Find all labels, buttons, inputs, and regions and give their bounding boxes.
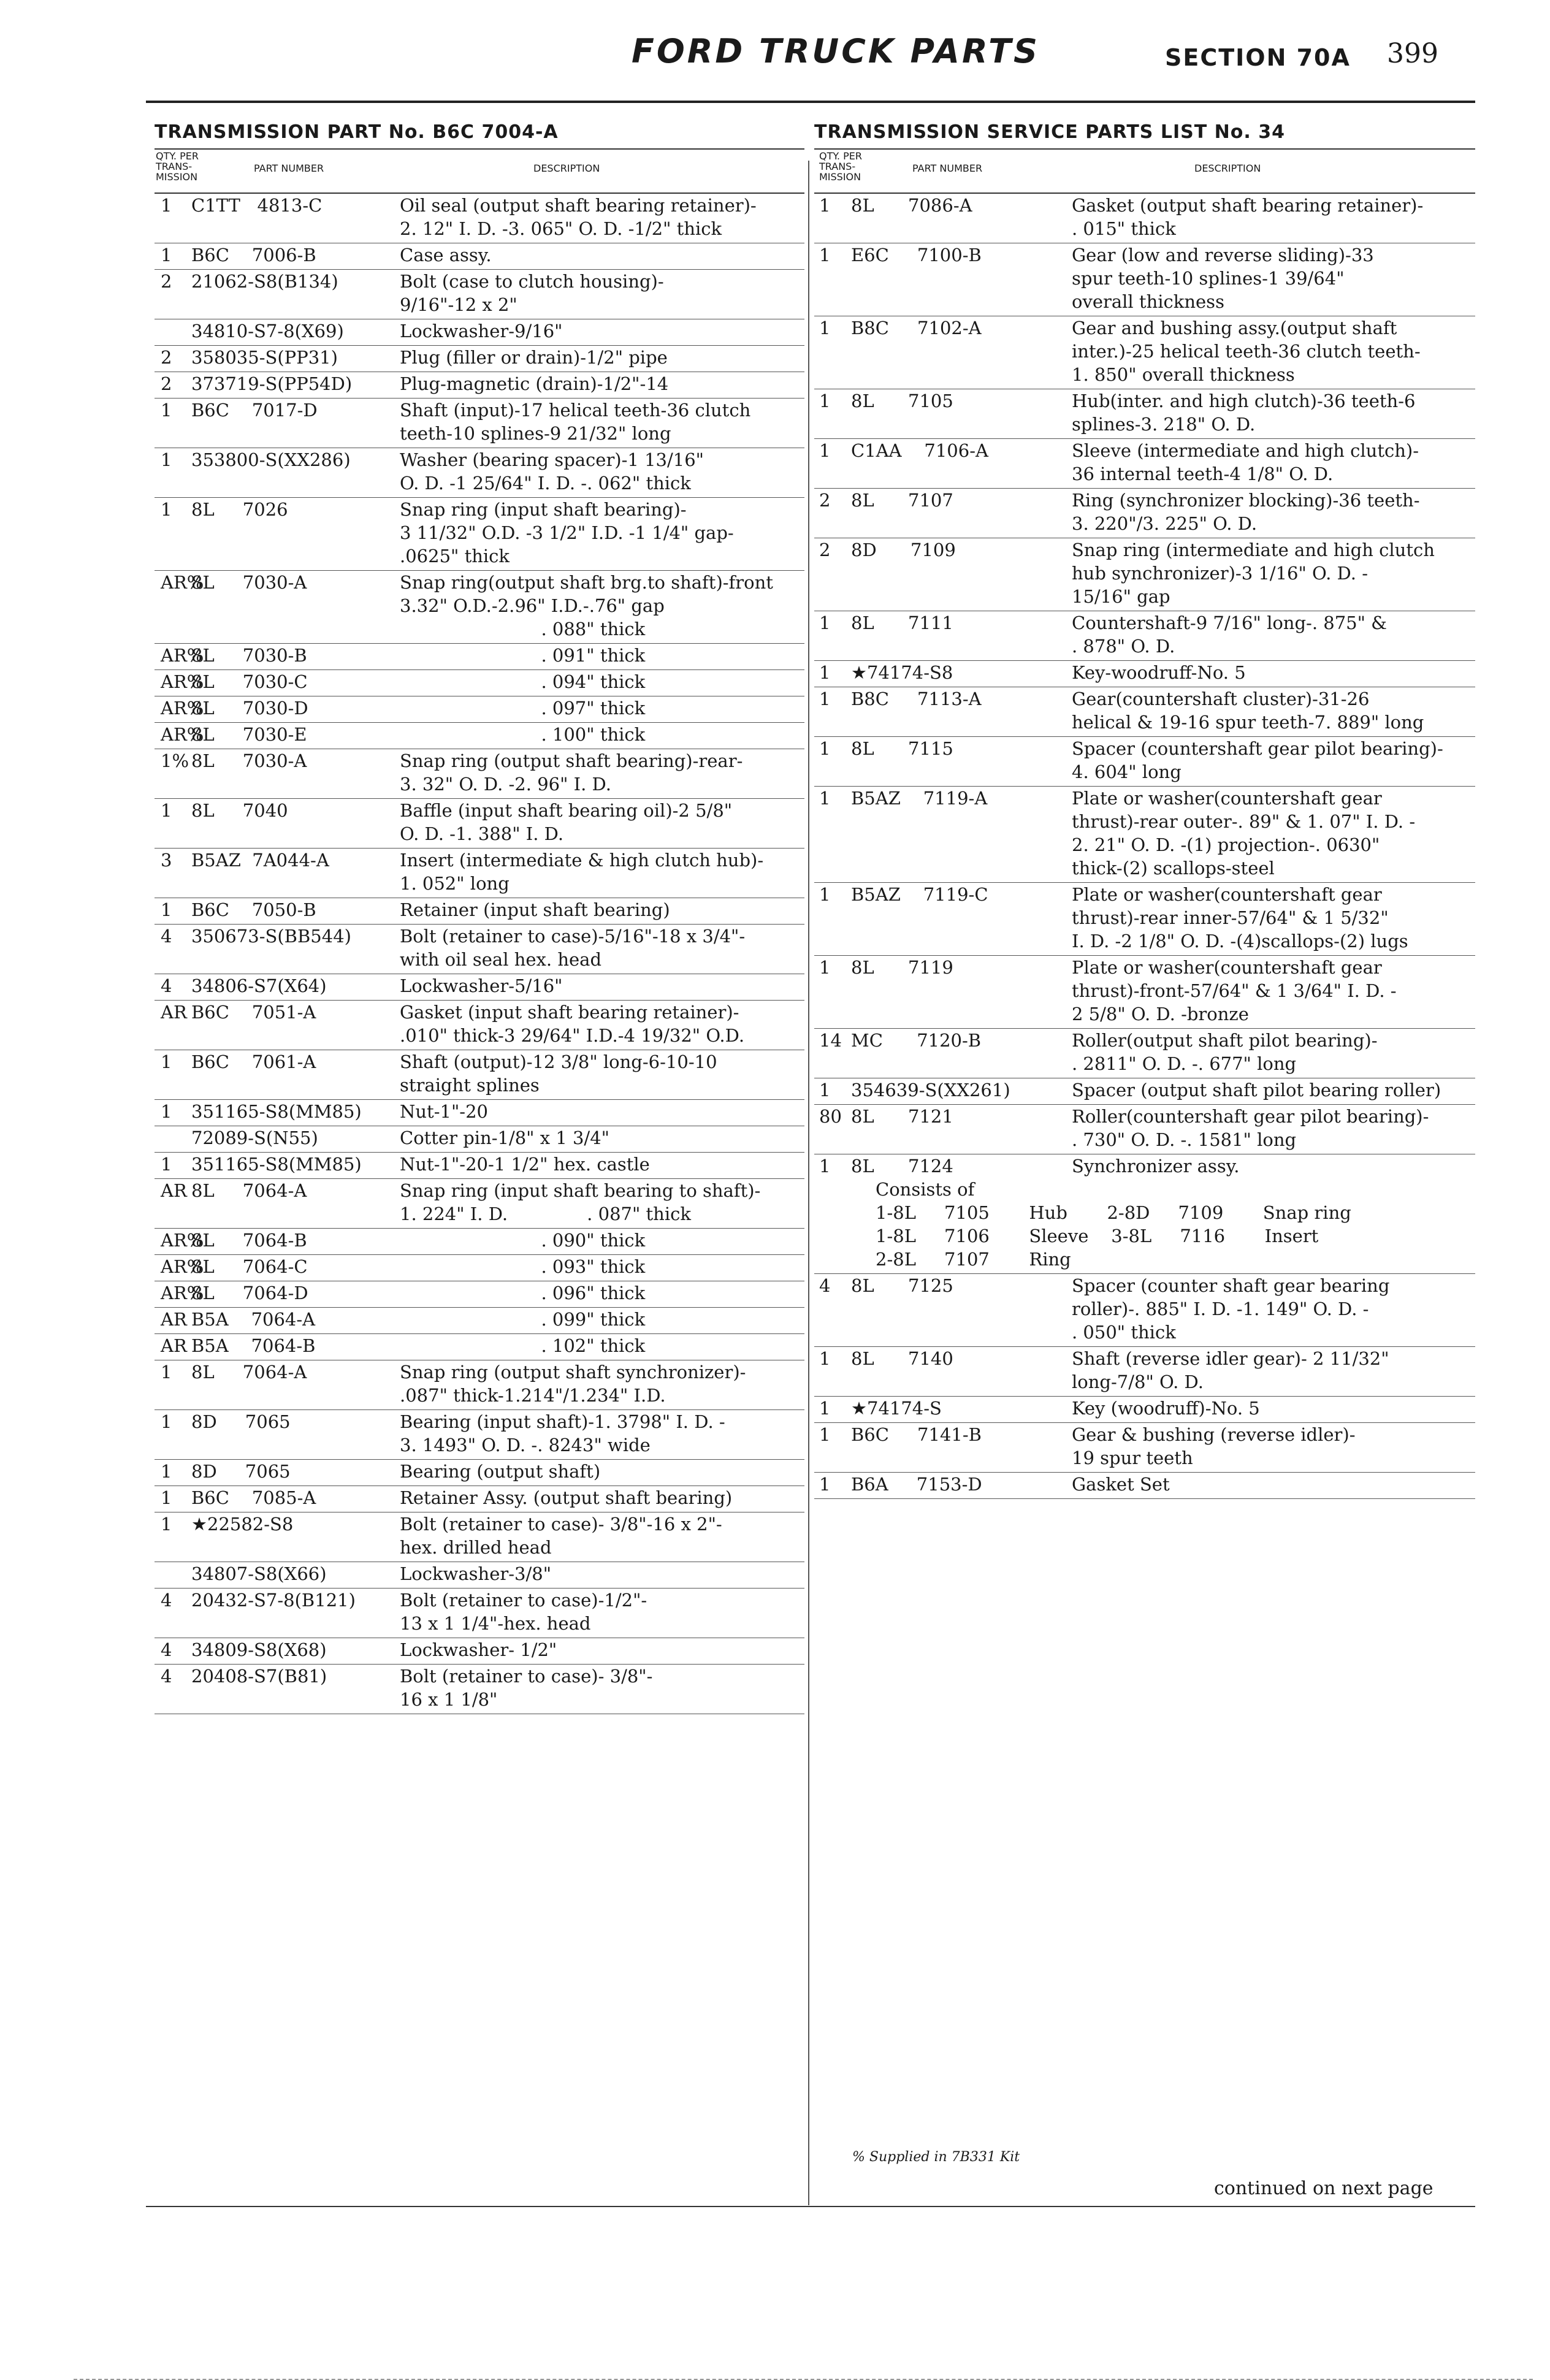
qty-cell: 1	[819, 318, 831, 338]
part-row	[155, 1589, 804, 1638]
description-cell: . 093" thick	[400, 1256, 646, 1277]
qty-cell: 4	[161, 1639, 172, 1660]
qty-cell: 1	[819, 612, 831, 633]
qty-cell: 1	[819, 391, 831, 411]
part-number-cell: B5A 7064-B	[191, 1335, 316, 1356]
part-row	[155, 1334, 804, 1360]
part-row	[814, 1274, 1475, 1347]
part-row	[155, 448, 804, 498]
qty-cell: 1	[819, 1348, 831, 1369]
description-cell: Shaft (output)-12 3/8" long-6-10-10 straight splines	[400, 1051, 717, 1096]
part-row	[814, 389, 1475, 439]
right-column-title: TRANSMISSION SERVICE PARTS LIST No. 34	[814, 121, 1285, 143]
part-row	[155, 498, 804, 571]
qty-cell: 1	[819, 688, 831, 709]
part-number-cell: 8D 7065	[191, 1461, 291, 1482]
part-number-cell: 8L 7115	[851, 738, 953, 759]
qty-cell: 1	[819, 884, 831, 905]
left-table-body	[155, 194, 804, 1714]
part-number-header: PART NUMBER	[254, 162, 324, 174]
qty-cell: 1	[161, 899, 172, 920]
part-row	[814, 1105, 1475, 1154]
part-row	[814, 737, 1475, 787]
part-row	[814, 1423, 1475, 1473]
qty-cell: 1	[819, 1474, 831, 1495]
qty-cell: 1	[161, 1154, 172, 1175]
part-row	[814, 538, 1475, 611]
right-table-header	[814, 148, 1475, 194]
header-rule	[146, 101, 1475, 103]
part-number-cell: 8L 7030-C	[191, 671, 308, 692]
qty-cell: 3	[161, 850, 172, 871]
qty-cell: AR	[161, 1002, 187, 1023]
description-cell: Synchronizer assy.	[1072, 1156, 1240, 1177]
part-row	[814, 787, 1475, 883]
qty-cell: 4	[161, 1590, 172, 1611]
part-number-cell: C1AA 7106-A	[851, 440, 988, 461]
description-cell: Bolt (retainer to case)- 3/8"- 16 x 1 1/8"	[400, 1666, 653, 1710]
part-number-cell: 8L 7030-A	[191, 750, 307, 771]
qty-cell: 4	[819, 1275, 831, 1296]
part-number-cell: 373719-S(PP54D)	[191, 373, 353, 394]
part-row	[155, 1179, 804, 1229]
description-cell: Bolt (case to clutch housing)- 9/16"-12 x 2"	[400, 271, 664, 315]
part-row	[814, 194, 1475, 243]
qty-cell: AR	[161, 1309, 187, 1330]
part-row	[155, 1638, 804, 1665]
part-number-header: PART NUMBER	[912, 162, 983, 174]
part-number-cell: 8L 7064-B	[191, 1230, 307, 1251]
qty-cell: AR%	[161, 1283, 204, 1303]
part-row	[814, 883, 1475, 956]
part-number-cell: 8L 7030-D	[191, 698, 308, 719]
description-cell: Snap ring (intermediate and high clutch hub synchronizer)-3 1/16" O. D. - 15/16" gap	[1072, 540, 1435, 607]
part-number-cell: 351165-S8(MM85)	[191, 1101, 362, 1122]
description-cell: . 096" thick	[400, 1283, 646, 1303]
part-number-cell: 8L 7111	[851, 612, 953, 633]
qty-cell: AR%	[161, 698, 204, 719]
description-cell: Snap ring (output shaft synchronizer)- .087" thick-1.214"/1.234" I.D.	[400, 1362, 746, 1406]
page-number: 399	[1387, 38, 1438, 69]
qty-cell: 1	[819, 245, 831, 265]
description-cell: Sleeve (intermediate and high clutch)- 36 internal teeth-4 1/8" O. D.	[1072, 440, 1419, 484]
part-row	[814, 1029, 1475, 1078]
qty-cell: 1	[161, 1362, 172, 1383]
description-cell: Gear (low and reverse sliding)-33 spur teeth-10 splines-1 39/64" overall thickness	[1072, 245, 1374, 312]
qty-cell: 1	[819, 788, 831, 809]
part-number-cell: B6C 7006-B	[191, 245, 316, 265]
description-cell: Washer (bearing spacer)-1 13/16" O. D. -1 25/64" I. D. -. 062" thick	[400, 449, 704, 494]
description-cell: Spacer (countershaft gear pilot bearing)- 4. 604" long	[1072, 738, 1443, 782]
qty-cell: 1	[161, 800, 172, 821]
description-cell: Plate or washer(countershaft gear thrust)-rear outer-. 89" & 1. 07" I. D. - 2. 21" O. D. -(1) projection-. 0630" thick-(2) scallops-steel	[1072, 788, 1416, 879]
part-row	[155, 925, 804, 974]
description-cell: Bolt (retainer to case)-1/2"- 13 x 1 1/4"-hex. head	[400, 1590, 647, 1634]
part-number-cell: B8C 7113-A	[851, 688, 982, 709]
part-number-cell: B6C 7141-B	[851, 1424, 982, 1445]
part-row	[155, 346, 804, 372]
part-row	[155, 1001, 804, 1050]
part-number-cell: 34809-S8(X68)	[191, 1639, 327, 1660]
section-label: SECTION 70A	[1165, 44, 1351, 71]
qty-cell: 2	[819, 490, 831, 511]
part-number-cell: 8L 7107	[851, 490, 953, 511]
part-row	[155, 1308, 804, 1334]
consists-of-line: 2-8L 7107 Ring	[876, 1249, 1071, 1270]
part-row	[155, 1153, 804, 1179]
part-number-cell: B8C 7102-A	[851, 318, 982, 338]
part-number-cell: 34807-S8(X66)	[191, 1563, 327, 1584]
column-divider	[808, 161, 809, 2205]
description-cell: Lockwasher-9/16"	[400, 321, 563, 341]
part-row	[814, 956, 1475, 1029]
description-cell: Plug (filler or drain)-1/2" pipe	[400, 347, 668, 368]
part-number-cell: 8L 7140	[851, 1348, 953, 1369]
description-cell: Bearing (input shaft)-1. 3798" I. D. - 3. 1493" O. D. -. 8243" wide	[400, 1411, 725, 1455]
description-cell: Plug-magnetic (drain)-1/2"-14	[400, 373, 669, 394]
part-number-cell: 34810-S7-8(X69)	[191, 321, 344, 341]
description-cell: Gasket (output shaft bearing retainer)- . 015" thick	[1072, 195, 1424, 239]
part-row	[814, 661, 1475, 687]
description-cell: Lockwasher-5/16"	[400, 975, 563, 996]
description-cell: Shaft (input)-17 helical teeth-36 clutch teeth-10 splines-9 21/32" long	[400, 400, 751, 444]
part-row	[155, 696, 804, 723]
part-number-cell: 8L 7030-B	[191, 645, 307, 666]
qty-cell: 2	[819, 540, 831, 560]
description-cell: Retainer (input shaft bearing)	[400, 899, 670, 920]
qty-cell: AR%	[161, 671, 204, 692]
part-row	[814, 687, 1475, 737]
qty-cell: 1	[819, 957, 831, 978]
page-title: FORD TRUCK PARTS	[632, 32, 1040, 71]
part-number-cell: 20432-S7-8(B121)	[191, 1590, 356, 1611]
description-cell: . 090" thick	[400, 1230, 646, 1251]
supplied-footnote: % Supplied in 7B331 Kit	[852, 2149, 1020, 2165]
part-row	[155, 799, 804, 849]
description-cell: . 094" thick	[400, 671, 646, 692]
part-number-cell: 8L 7105	[851, 391, 953, 411]
description-cell: Plate or washer(countershaft gear thrust)-front-57/64" & 1 3/64" I. D. - 2 5/8" O. D. -bronze	[1072, 957, 1397, 1024]
part-number-cell: B5A 7064-A	[191, 1309, 316, 1330]
part-number-cell: B6C 7085-A	[191, 1487, 316, 1508]
description-cell: Shaft (reverse idler gear)- 2 11/32" long-7/8" O. D.	[1072, 1348, 1389, 1392]
part-row	[814, 1078, 1475, 1105]
description-cell: Cotter pin-1/8" x 1 3/4"	[400, 1127, 609, 1148]
qty-cell: 1	[819, 1424, 831, 1445]
part-number-cell: ★74174-S	[851, 1398, 942, 1419]
part-number-cell: B5AZ 7119-C	[851, 884, 988, 905]
part-number-cell: 8L 7124	[851, 1156, 953, 1177]
part-number-cell: 8L 7030-E	[191, 724, 307, 745]
qty-cell: 2	[161, 347, 172, 368]
part-row	[155, 1229, 804, 1255]
description-cell: Gasket (input shaft bearing retainer)- .010" thick-3 29/64" I.D.-4 19/32" O.D.	[400, 1002, 745, 1046]
description-cell: Gear and bushing assy.(output shaft inter.)-25 helical teeth-36 clutch teeth- 1. 850" overall thickness	[1072, 318, 1421, 385]
part-row	[814, 243, 1475, 316]
description-cell: Spacer (counter shaft gear bearing roller)-. 885" I. D. -1. 149" O. D. - . 050" thick	[1072, 1275, 1390, 1343]
part-row	[814, 1473, 1475, 1499]
description-cell: Roller(countershaft gear pilot bearing)- . 730" O. D. -. 1581" long	[1072, 1106, 1429, 1150]
part-row	[155, 1360, 804, 1410]
description-cell: Snap ring (output shaft bearing)-rear- 3. 32" O. D. -2. 96" I. D.	[400, 750, 743, 795]
footer-rule	[146, 2206, 1475, 2207]
part-number-cell: C1TT 4813-C	[191, 195, 323, 216]
part-number-cell: B6A 7153-D	[851, 1474, 982, 1495]
qty-cell: AR%	[161, 1230, 204, 1251]
qty-cell: 1	[161, 1487, 172, 1508]
part-row	[155, 723, 804, 749]
part-number-cell: 8L 7086-A	[851, 195, 972, 216]
description-cell: Bolt (retainer to case)-5/16"-18 x 3/4"- with oil seal hex. head	[400, 926, 746, 970]
part-row	[155, 1410, 804, 1460]
qty-cell: 1	[161, 1411, 172, 1432]
qty-cell: 1	[161, 400, 172, 421]
right-column	[814, 116, 1475, 1499]
part-number-cell: B6C 7061-A	[191, 1051, 316, 1072]
description-cell: Hub(inter. and high clutch)-36 teeth-6 splines-3. 218" O. D.	[1072, 391, 1416, 435]
right-table-body	[814, 194, 1475, 1499]
qty-cell: 4	[161, 926, 172, 947]
part-row	[155, 849, 804, 898]
synchronizer-contents	[876, 1178, 1351, 1271]
qty-cell: AR	[161, 1335, 187, 1356]
consists-of-line: 1-8L 7105 Hub 2-8D 7109 Snap ring	[876, 1202, 1351, 1223]
qty-cell: 1	[819, 1156, 831, 1177]
part-number-cell: 20408-S7(B81)	[191, 1666, 327, 1687]
part-row	[814, 1154, 1475, 1274]
description-cell: Lockwasher- 1/2"	[400, 1639, 557, 1660]
part-row	[155, 270, 804, 319]
description-cell: Key-woodruff-No. 5	[1072, 662, 1246, 683]
consists-of-line: 1-8L 7106 Sleeve 3-8L 7116 Insert	[876, 1226, 1319, 1246]
description-cell: Oil seal (output shaft bearing retainer)- 2. 12" I. D. -3. 065" O. D. -1/2" thick	[400, 195, 757, 239]
left-column	[155, 116, 804, 1714]
part-number-cell: B5AZ 7119-A	[851, 788, 988, 809]
part-number-cell: 8D 7109	[851, 540, 956, 560]
part-row	[814, 316, 1475, 389]
description-cell: . 099" thick	[400, 1309, 646, 1330]
qty-cell: 1	[819, 1398, 831, 1419]
part-row	[155, 1126, 804, 1153]
qty-cell: AR%	[161, 572, 204, 593]
part-number-cell: 8L 7030-A	[191, 572, 307, 593]
qty-cell: 1	[161, 1461, 172, 1482]
part-row	[155, 1281, 804, 1308]
description-cell: Case assy.	[400, 245, 492, 265]
part-number-cell: 34806-S7(X64)	[191, 975, 327, 996]
part-number-cell: 354639-S(XX261)	[851, 1080, 1010, 1100]
part-number-cell: ★74174-S8	[851, 662, 953, 683]
part-row	[155, 1255, 804, 1281]
part-number-cell: 8L 7064-D	[191, 1283, 308, 1303]
qty-header: QTY. PER TRANS- MISSION	[819, 150, 862, 183]
description-cell: Bolt (retainer to case)- 3/8"-16 x 2"- hex. drilled head	[400, 1514, 722, 1558]
description-cell: Snap ring(output shaft brg.to shaft)-front 3.32" O.D.-2.96" I.D.-.76" gap . 088" thick	[400, 572, 773, 639]
left-column-title: TRANSMISSION PART No. B6C 7004-A	[155, 121, 559, 143]
description-header: DESCRIPTION	[1194, 162, 1261, 174]
continued-note: continued on next page	[1214, 2178, 1434, 2199]
part-row	[155, 1050, 804, 1100]
part-row	[155, 372, 804, 399]
description-header: DESCRIPTION	[533, 162, 600, 174]
qty-cell: AR	[161, 1180, 187, 1201]
qty-cell: 1	[819, 738, 831, 759]
part-row	[155, 1460, 804, 1486]
part-row	[155, 319, 804, 346]
part-number-cell: 8L 7121	[851, 1106, 953, 1127]
part-row	[814, 1397, 1475, 1423]
qty-cell: 2	[161, 373, 172, 394]
description-cell: Gear(countershaft cluster)-31-26 helical & 19-16 spur teeth-7. 889" long	[1072, 688, 1424, 733]
part-row	[155, 670, 804, 696]
description-cell: Gear & bushing (reverse idler)- 19 spur teeth	[1072, 1424, 1356, 1468]
part-row	[814, 1347, 1475, 1397]
qty-cell: 1	[161, 449, 172, 470]
description-cell: Snap ring (input shaft bearing to shaft)- 1. 224" I. D. . 087" thick	[400, 1180, 761, 1224]
part-row	[814, 611, 1475, 661]
description-cell: Nut-1"-20-1 1/2" hex. castle	[400, 1154, 650, 1175]
description-cell: Countershaft-9 7/16" long-. 875" & . 878" O. D.	[1072, 612, 1387, 657]
part-row	[155, 194, 804, 243]
part-row	[155, 399, 804, 448]
part-row	[155, 898, 804, 925]
qty-cell: 1	[161, 245, 172, 265]
qty-header: QTY. PER TRANS- MISSION	[156, 150, 199, 183]
part-number-cell: 8L 7026	[191, 499, 288, 520]
part-row	[155, 1100, 804, 1126]
part-row	[155, 644, 804, 670]
part-row	[155, 243, 804, 270]
left-table-header	[155, 148, 804, 194]
description-cell: Retainer Assy. (output shaft bearing)	[400, 1487, 733, 1508]
part-number-cell: 358035-S(PP31)	[191, 347, 338, 368]
description-cell: Lockwasher-3/8"	[400, 1563, 552, 1584]
part-number-cell: 8L 7040	[191, 800, 288, 821]
qty-cell: 4	[161, 1666, 172, 1687]
part-number-cell: 8L 7125	[851, 1275, 953, 1296]
qty-cell: 1	[819, 1080, 831, 1100]
description-cell: Plate or washer(countershaft gear thrust)-rear inner-57/64" & 1 5/32" I. D. -2 1/8" O. D. -(4)scallops-(2) lugs	[1072, 884, 1408, 952]
part-number-cell: 8L 7064-C	[191, 1256, 308, 1277]
description-cell: . 102" thick	[400, 1335, 646, 1356]
part-number-cell: B5AZ 7A044-A	[191, 850, 329, 871]
part-row	[155, 1665, 804, 1714]
part-number-cell: 21062-S8(B134)	[191, 271, 338, 292]
qty-cell: AR%	[161, 1256, 204, 1277]
part-number-cell: 350673-S(BB544)	[191, 926, 351, 947]
part-row	[155, 1512, 804, 1562]
part-number-cell: 72089-S(N55)	[191, 1127, 318, 1148]
part-number-cell: B6C 7051-A	[191, 1002, 316, 1023]
part-number-cell: 353800-S(XX286)	[191, 449, 351, 470]
qty-cell: 14	[819, 1030, 842, 1051]
qty-cell: 1	[819, 195, 831, 216]
qty-cell: 1	[819, 662, 831, 683]
qty-cell: 1	[161, 1051, 172, 1072]
qty-cell: AR%	[161, 645, 204, 666]
part-number-cell: 8L 7119	[851, 957, 953, 978]
description-cell: Snap ring (input shaft bearing)- 3 11/32" O.D. -3 1/2" I.D. -1 1/4" gap- .0625" thick	[400, 499, 734, 566]
qty-cell: 80	[819, 1106, 842, 1127]
description-cell: Insert (intermediate & high clutch hub)- 1. 052" long	[400, 850, 764, 894]
part-number-cell: E6C 7100-B	[851, 245, 982, 265]
description-cell: Nut-1"-20	[400, 1101, 488, 1122]
qty-cell: 1	[161, 195, 172, 216]
part-number-cell: 8D 7065	[191, 1411, 291, 1432]
part-row	[155, 974, 804, 1001]
part-number-cell: 8L 7064-A	[191, 1362, 307, 1383]
description-cell: Ring (synchronizer blocking)-36 teeth- 3. 220"/3. 225" O. D.	[1072, 490, 1420, 534]
part-number-cell: 8L 7064-A	[191, 1180, 307, 1201]
qty-cell: 1%	[161, 750, 189, 771]
description-cell: Key (woodruff)-No. 5	[1072, 1398, 1260, 1419]
part-row	[155, 749, 804, 799]
qty-cell: 1	[161, 1101, 172, 1122]
part-row	[814, 439, 1475, 489]
description-cell: Baffle (input shaft bearing oil)-2 5/8" O. D. -1. 388" I. D.	[400, 800, 733, 844]
description-cell: . 097" thick	[400, 698, 646, 719]
description-cell: Bearing (output shaft)	[400, 1461, 601, 1482]
part-number-cell: B6C 7050-B	[191, 899, 316, 920]
qty-cell: AR%	[161, 724, 204, 745]
part-row	[155, 1562, 804, 1589]
description-cell: Roller(output shaft pilot bearing)- . 2811" O. D. -. 677" long	[1072, 1030, 1378, 1074]
part-row	[814, 489, 1475, 538]
part-row	[155, 1486, 804, 1512]
description-cell: . 091" thick	[400, 645, 646, 666]
description-cell: Spacer (output shaft pilot bearing roller)	[1072, 1080, 1441, 1100]
part-number-cell: ★22582-S8	[191, 1514, 294, 1535]
part-row	[155, 571, 804, 644]
qty-cell: 1	[161, 499, 172, 520]
part-number-cell: 351165-S8(MM85)	[191, 1154, 362, 1175]
part-number-cell: B6C 7017-D	[191, 400, 318, 421]
qty-cell: 1	[819, 440, 831, 461]
part-number-cell: MC 7120-B	[851, 1030, 982, 1051]
qty-cell: 2	[161, 271, 172, 292]
qty-cell: 4	[161, 975, 172, 996]
description-cell: . 100" thick	[400, 724, 646, 745]
qty-cell: 1	[161, 1514, 172, 1535]
description-cell: Gasket Set	[1072, 1474, 1170, 1495]
consists-of-label: Consists of	[876, 1179, 975, 1200]
